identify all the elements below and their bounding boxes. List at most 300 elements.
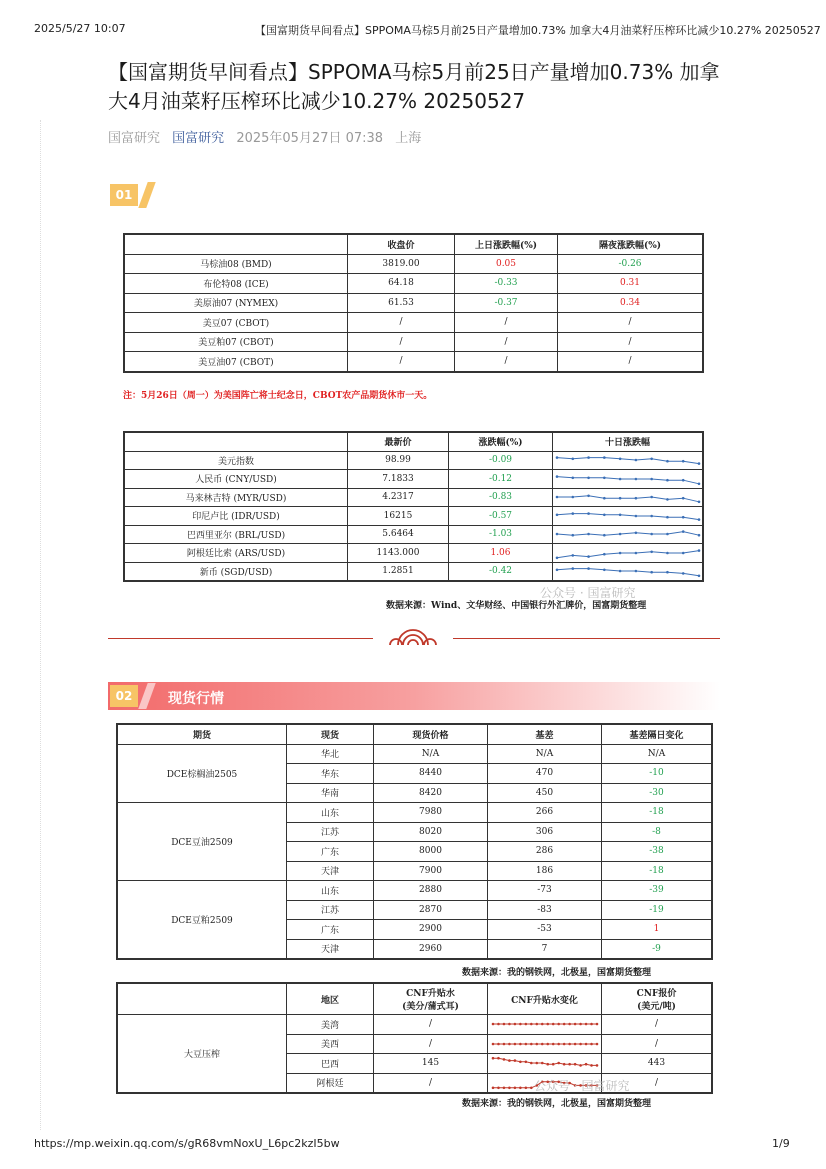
sparkline-point: [603, 497, 606, 500]
change-pct: -0.09: [449, 451, 553, 470]
table-row: [117, 803, 712, 823]
sparkline-point: [555, 556, 558, 559]
spot-region: 华东: [287, 764, 374, 784]
sparkline-point: [666, 498, 669, 501]
table-header-cell: 基差隔日变化: [602, 724, 713, 744]
watermark: 公众号 · 国富研究: [540, 586, 636, 600]
spot-region: 天津: [287, 939, 374, 959]
sparkline-point: [634, 514, 637, 517]
sparkline-line: [557, 476, 699, 483]
sparkline-point: [697, 463, 700, 466]
spot-price: 2900: [374, 920, 488, 940]
table-row: [124, 544, 703, 563]
latest-price: 16215: [348, 507, 449, 526]
sparkline-point: [618, 570, 621, 573]
sparkline-point: [587, 512, 590, 515]
sparkline-point: [535, 1042, 538, 1045]
currency-name: 巴西里亚尔 (BRL/USD): [124, 525, 348, 544]
sparkline-point: [697, 482, 700, 485]
latest-price: 5.6464: [348, 525, 449, 544]
sparkline-point: [573, 1042, 576, 1045]
table-row: [124, 451, 703, 470]
sparkline-point: [568, 1042, 571, 1045]
sparkline-point: [618, 551, 621, 554]
basis: -83: [488, 900, 602, 920]
cnf-price: /: [602, 1073, 713, 1093]
sparkline-point: [634, 497, 637, 500]
sparkline-point: [650, 458, 653, 461]
sparkline-point: [502, 1023, 505, 1026]
sparkline-point: [508, 1042, 511, 1045]
table-header-cell: 十日涨跌幅: [553, 432, 704, 451]
sparkline-point: [618, 477, 621, 480]
section-badge-slash: [138, 182, 155, 208]
night-change: /: [558, 332, 704, 352]
change-pct: -0.83: [449, 488, 553, 507]
print-url: https://mp.weixin.qq.com/s/gR68vmNoxU_L6pc2kzI5bw: [34, 1137, 340, 1150]
spot-region: 华北: [287, 744, 374, 764]
sparkline-point: [571, 496, 574, 499]
data-source-2: 数据来源：我的钢铁网，北极星，国富期货整理: [462, 968, 652, 978]
holiday-note: 注：5月26日（周一）为美国阵亡将士纪念日，CBOT农产品期货休市一天。: [123, 391, 433, 401]
sparkline-line: [557, 569, 699, 576]
close-price: 3819.00: [348, 254, 455, 274]
basis-change: 1: [602, 920, 713, 940]
sparkline-point: [573, 1023, 576, 1026]
publish-location: 上海: [395, 131, 422, 146]
table-header-cell: CNF升贴水变化: [488, 983, 602, 1015]
table-header-cell: 地区: [287, 983, 374, 1015]
ten-day-sparkline-cell: [553, 451, 704, 470]
sparkline-point: [502, 1042, 505, 1045]
sparkline: [555, 489, 701, 505]
basis-change: -10: [602, 764, 713, 784]
sparkline: [555, 508, 701, 524]
prev-change: /: [455, 352, 558, 372]
sparkline: [491, 1036, 599, 1052]
sparkline-point: [513, 1023, 516, 1026]
sparkline-point: [555, 569, 558, 572]
sparkline-point: [603, 534, 606, 537]
close-price: 61.53: [348, 293, 455, 313]
sparkline-point: [555, 475, 558, 478]
data-source-3: 数据来源：我的钢铁网，北极星，国富期货整理: [462, 1099, 652, 1109]
basis: N/A: [488, 744, 602, 764]
spot-price: 8440: [374, 764, 488, 784]
cnf-price: /: [602, 1015, 713, 1035]
cnf-premium: 145: [374, 1054, 488, 1074]
basis-change: -39: [602, 881, 713, 901]
sparkline-point: [681, 460, 684, 463]
spot-region: 山东: [287, 803, 374, 823]
futures-contract: DCE豆油2509: [117, 803, 287, 881]
spot-price: 7980: [374, 803, 488, 823]
sparkline-point: [555, 513, 558, 516]
table-header-cell: 上日涨跌幅(%): [455, 234, 558, 254]
futures-contract: DCE棕榈油2505: [117, 744, 287, 803]
change-pct: -1.03: [449, 525, 553, 544]
sparkline-point: [634, 477, 637, 480]
sparkline-point: [587, 476, 590, 479]
currency-name: 阿根廷比索 (ARS/USD): [124, 544, 348, 563]
instrument-name: 美豆07 (CBOT): [124, 313, 348, 333]
currency-name: 美元指数: [124, 451, 348, 470]
sparkline-point: [571, 554, 574, 557]
sparkline-point: [535, 1023, 538, 1026]
table-row: [124, 332, 703, 352]
cnf-change-sparkline-cell: [488, 1015, 602, 1035]
region: 巴西: [287, 1054, 374, 1074]
spot-price: 7900: [374, 861, 488, 881]
basis: -53: [488, 920, 602, 940]
table-header-cell: 最新价: [348, 432, 449, 451]
sparkline-point: [590, 1042, 593, 1045]
table-row: [124, 525, 703, 544]
print-page-number: 1/9: [772, 1137, 790, 1150]
currency-name: 印尼卢比 (IDR/USD): [124, 507, 348, 526]
table-row: [124, 507, 703, 526]
sparkline-point: [595, 1064, 598, 1067]
sparkline-point: [634, 551, 637, 554]
basis-change: N/A: [602, 744, 713, 764]
region: 阿根廷: [287, 1073, 374, 1093]
sparkline-point: [551, 1063, 554, 1066]
basis: 286: [488, 842, 602, 862]
sparkline-point: [666, 516, 669, 519]
basis: 266: [488, 803, 602, 823]
sparkline-point: [530, 1042, 533, 1045]
table-header-cell: [602, 983, 713, 1015]
close-price: /: [348, 352, 455, 372]
prev-change: /: [455, 332, 558, 352]
basis-change: -38: [602, 842, 713, 862]
sparkline-point: [562, 1063, 565, 1066]
table-header-cell: [117, 983, 287, 1015]
spot-region: 江苏: [287, 822, 374, 842]
sparkline-point: [634, 532, 637, 535]
sparkline-point: [497, 1057, 500, 1060]
sparkline-point: [666, 460, 669, 463]
sparkline-point: [650, 477, 653, 480]
sparkline-point: [587, 533, 590, 536]
night-change: /: [558, 352, 704, 372]
night-change: 0.34: [558, 293, 704, 313]
region: 美西: [287, 1034, 374, 1054]
sparkline-line: [557, 550, 699, 557]
instrument-name: 马棕油08 (BMD): [124, 254, 348, 274]
basis: 470: [488, 764, 602, 784]
cnf-change-sparkline-cell: [488, 1034, 602, 1054]
table-row: [124, 562, 703, 581]
ten-day-sparkline-cell: [553, 470, 704, 489]
spot-region: 江苏: [287, 900, 374, 920]
sparkline: [555, 526, 701, 542]
sparkline-point: [579, 1064, 582, 1067]
sparkline-point: [530, 1062, 533, 1065]
table-row: [124, 313, 703, 333]
basis-change: -9: [602, 939, 713, 959]
sparkline-line: [557, 458, 699, 464]
table-header-cell: [124, 432, 348, 451]
cloud-ornament-icon: [388, 621, 438, 651]
sparkline: [491, 1055, 599, 1071]
sparkline-point: [666, 571, 669, 574]
sparkline-point: [555, 533, 558, 536]
ten-day-sparkline-cell: [553, 544, 704, 563]
sparkline-point: [557, 1062, 560, 1065]
sparkline-point: [497, 1023, 500, 1026]
close-price: 64.18: [348, 274, 455, 294]
table-header-cell: 现货价格: [374, 724, 488, 744]
section-badge-01: 01: [110, 184, 138, 206]
ten-day-sparkline-cell: [553, 507, 704, 526]
change-pct: 1.06: [449, 544, 553, 563]
account-link[interactable]: 国富研究: [172, 131, 225, 146]
change-pct: -0.42: [449, 562, 553, 581]
spot-region: 广东: [287, 842, 374, 862]
cnf-price: 443: [602, 1054, 713, 1074]
basis: 306: [488, 822, 602, 842]
table-row: [124, 254, 703, 274]
currency-name: 马来林吉特 (MYR/USD): [124, 488, 348, 507]
ten-day-sparkline-cell: [553, 525, 704, 544]
close-price: /: [348, 332, 455, 352]
sparkline-point: [595, 1042, 598, 1045]
sparkline-line: [557, 496, 699, 502]
basis: -73: [488, 881, 602, 901]
sparkline-point: [618, 513, 621, 516]
sparkline-point: [650, 496, 653, 499]
spot-region: 华南: [287, 783, 374, 803]
basis-change: -19: [602, 900, 713, 920]
sparkline-point: [697, 518, 700, 521]
table-header-cell: 收盘价: [348, 234, 455, 254]
futures-table: [123, 233, 704, 373]
left-margin-rule: [40, 120, 41, 1130]
instrument-name: 布伦特08 (ICE): [124, 274, 348, 294]
basis-change: -18: [602, 861, 713, 881]
table-header-cell: 现货: [287, 724, 374, 744]
sparkline-point: [650, 550, 653, 553]
article-title: 【国富期货早间看点】SPPOMA马棕5月前25日产量增加0.73% 加拿大4月油菜籽压榨环比减少10.27% 20250527: [108, 60, 720, 113]
header-line: CNF升贴水: [406, 989, 455, 999]
sparkline-point: [697, 549, 700, 552]
table-header-cell: 基差: [488, 724, 602, 744]
sparkline-point: [546, 1042, 549, 1045]
table-row: [117, 744, 712, 764]
sparkline-point: [497, 1042, 500, 1045]
sparkline-point: [524, 1023, 527, 1026]
sparkline-point: [571, 568, 574, 571]
sparkline-line: [493, 1058, 597, 1065]
sparkline-point: [697, 575, 700, 578]
header-line: CNF报价: [636, 989, 677, 999]
sparkline-point: [530, 1023, 533, 1026]
sparkline-point: [595, 1023, 598, 1026]
sparkline-point: [666, 533, 669, 536]
divider-right: [453, 638, 720, 639]
basis-change: -8: [602, 822, 713, 842]
divider-left: [108, 638, 373, 639]
sparkline-line: [557, 513, 699, 519]
sparkline-point: [634, 570, 637, 573]
article-meta: [108, 127, 429, 146]
sparkline-point: [562, 1023, 565, 1026]
sparkline: [555, 471, 701, 487]
sparkline-point: [681, 572, 684, 575]
article-author: 国富研究: [108, 131, 161, 146]
sparkline: [555, 545, 701, 561]
table-row: [124, 488, 703, 507]
sparkline-point: [508, 1086, 511, 1089]
sparkline-point: [519, 1086, 522, 1089]
sparkline-point: [650, 533, 653, 536]
sparkline-point: [579, 1042, 582, 1045]
header-line: (美元/吨): [637, 1002, 676, 1012]
sparkline-point: [603, 476, 606, 479]
sparkline-point: [491, 1057, 494, 1060]
sparkline-point: [571, 534, 574, 537]
night-change: -0.26: [558, 254, 704, 274]
prev-change: -0.33: [455, 274, 558, 294]
table-header-row: [117, 983, 712, 1015]
table-row: [124, 470, 703, 489]
sparkline-point: [603, 569, 606, 572]
prev-change: /: [455, 313, 558, 333]
basis: 7: [488, 939, 602, 959]
sparkline-point: [568, 1063, 571, 1066]
sparkline-point: [502, 1058, 505, 1061]
basis: 186: [488, 861, 602, 881]
sparkline-point: [551, 1023, 554, 1026]
sparkline-point: [546, 1023, 549, 1026]
sparkline-point: [587, 457, 590, 460]
spot-price: 2870: [374, 900, 488, 920]
sparkline-point: [571, 512, 574, 515]
sparkline-point: [584, 1063, 587, 1066]
sparkline-point: [584, 1042, 587, 1045]
section-badge-02: 02: [110, 685, 138, 707]
latest-price: 1.2851: [348, 562, 449, 581]
sparkline-point: [540, 1042, 543, 1045]
basis-change: -18: [602, 803, 713, 823]
spot-table: [116, 723, 713, 960]
cnf-change-sparkline-cell: [488, 1054, 602, 1074]
sparkline-point: [571, 458, 574, 461]
spot-price: 2880: [374, 881, 488, 901]
cnf-price: /: [602, 1034, 713, 1054]
latest-price: 98.99: [348, 451, 449, 470]
crush-group: 大豆压榨: [117, 1015, 287, 1094]
sparkline-point: [697, 501, 700, 504]
sparkline-point: [590, 1023, 593, 1026]
spot-region: 广东: [287, 920, 374, 940]
sparkline-point: [584, 1023, 587, 1026]
sparkline-point: [497, 1086, 500, 1089]
basis: 450: [488, 783, 602, 803]
instrument-name: 美豆油07 (CBOT): [124, 352, 348, 372]
sparkline-point: [650, 571, 653, 574]
print-datetime: 2025/5/27 10:07: [34, 22, 126, 35]
table-header-row: [124, 234, 703, 254]
change-pct: -0.57: [449, 507, 553, 526]
table-row: [124, 274, 703, 294]
sparkline-point: [491, 1042, 494, 1045]
night-change: 0.31: [558, 274, 704, 294]
sparkline-point: [590, 1064, 593, 1067]
sparkline-point: [571, 476, 574, 479]
cnf-premium: /: [374, 1034, 488, 1054]
sparkline-point: [573, 1063, 576, 1066]
prev-change: -0.37: [455, 293, 558, 313]
latest-price: 7.1833: [348, 470, 449, 489]
spot-price: 8000: [374, 842, 488, 862]
sparkline-point: [519, 1042, 522, 1045]
sparkline-point: [587, 495, 590, 498]
section-title: 现货行情: [168, 691, 224, 707]
futures-contract: DCE豆粕2509: [117, 881, 287, 960]
sparkline-point: [508, 1060, 511, 1063]
sparkline-point: [508, 1023, 511, 1026]
night-change: /: [558, 313, 704, 333]
ten-day-sparkline-cell: [553, 562, 704, 581]
sparkline-point: [681, 516, 684, 519]
sparkline-point: [618, 533, 621, 536]
change-pct: -0.12: [449, 470, 553, 489]
table-header-row: [117, 724, 712, 744]
basis-change: -30: [602, 783, 713, 803]
sparkline-point: [519, 1023, 522, 1026]
sparkline-point: [634, 459, 637, 462]
sparkline-point: [491, 1086, 494, 1089]
sparkline-point: [681, 479, 684, 482]
table-row: [124, 352, 703, 372]
sparkline-point: [681, 551, 684, 554]
sparkline-point: [524, 1086, 527, 1089]
cnf-premium: /: [374, 1015, 488, 1035]
sparkline-point: [697, 534, 700, 537]
sparkline-point: [524, 1061, 527, 1064]
sparkline-point: [587, 568, 590, 571]
sparkline-point: [555, 457, 558, 460]
sparkline-point: [666, 479, 669, 482]
sparkline-point: [681, 531, 684, 534]
table-header-cell: [124, 234, 348, 254]
sparkline-point: [603, 513, 606, 516]
spot-price: 8020: [374, 822, 488, 842]
sparkline-point: [540, 1062, 543, 1065]
sparkline-point: [546, 1063, 549, 1066]
print-page-title: 【国富期货早间看点】SPPOMA马棕5月前25日产量增加0.73% 加拿大4月油菜籽压榨环比减少10.27% 20250527: [255, 24, 821, 37]
table-header-cell: 涨跌幅(%): [449, 432, 553, 451]
watermark: 公众号 · 国富研究: [534, 1079, 630, 1093]
spot-price: 8420: [374, 783, 488, 803]
sparkline-point: [555, 496, 558, 499]
sparkline-point: [530, 1086, 533, 1089]
region: 美湾: [287, 1015, 374, 1035]
table-header-cell: 隔夜涨跌幅(%): [558, 234, 704, 254]
sparkline-point: [681, 497, 684, 500]
sparkline-point: [650, 514, 653, 517]
currency-name: 新币 (SGD/USD): [124, 562, 348, 581]
spot-region: 山东: [287, 881, 374, 901]
table-header-cell: 期货: [117, 724, 287, 744]
instrument-name: 美原油07 (NYMEX): [124, 293, 348, 313]
publish-date: 2025年05月27日 07:38: [236, 131, 384, 146]
sparkline-point: [618, 497, 621, 500]
sparkline-point: [535, 1062, 538, 1065]
instrument-name: 美豆粕07 (CBOT): [124, 332, 348, 352]
